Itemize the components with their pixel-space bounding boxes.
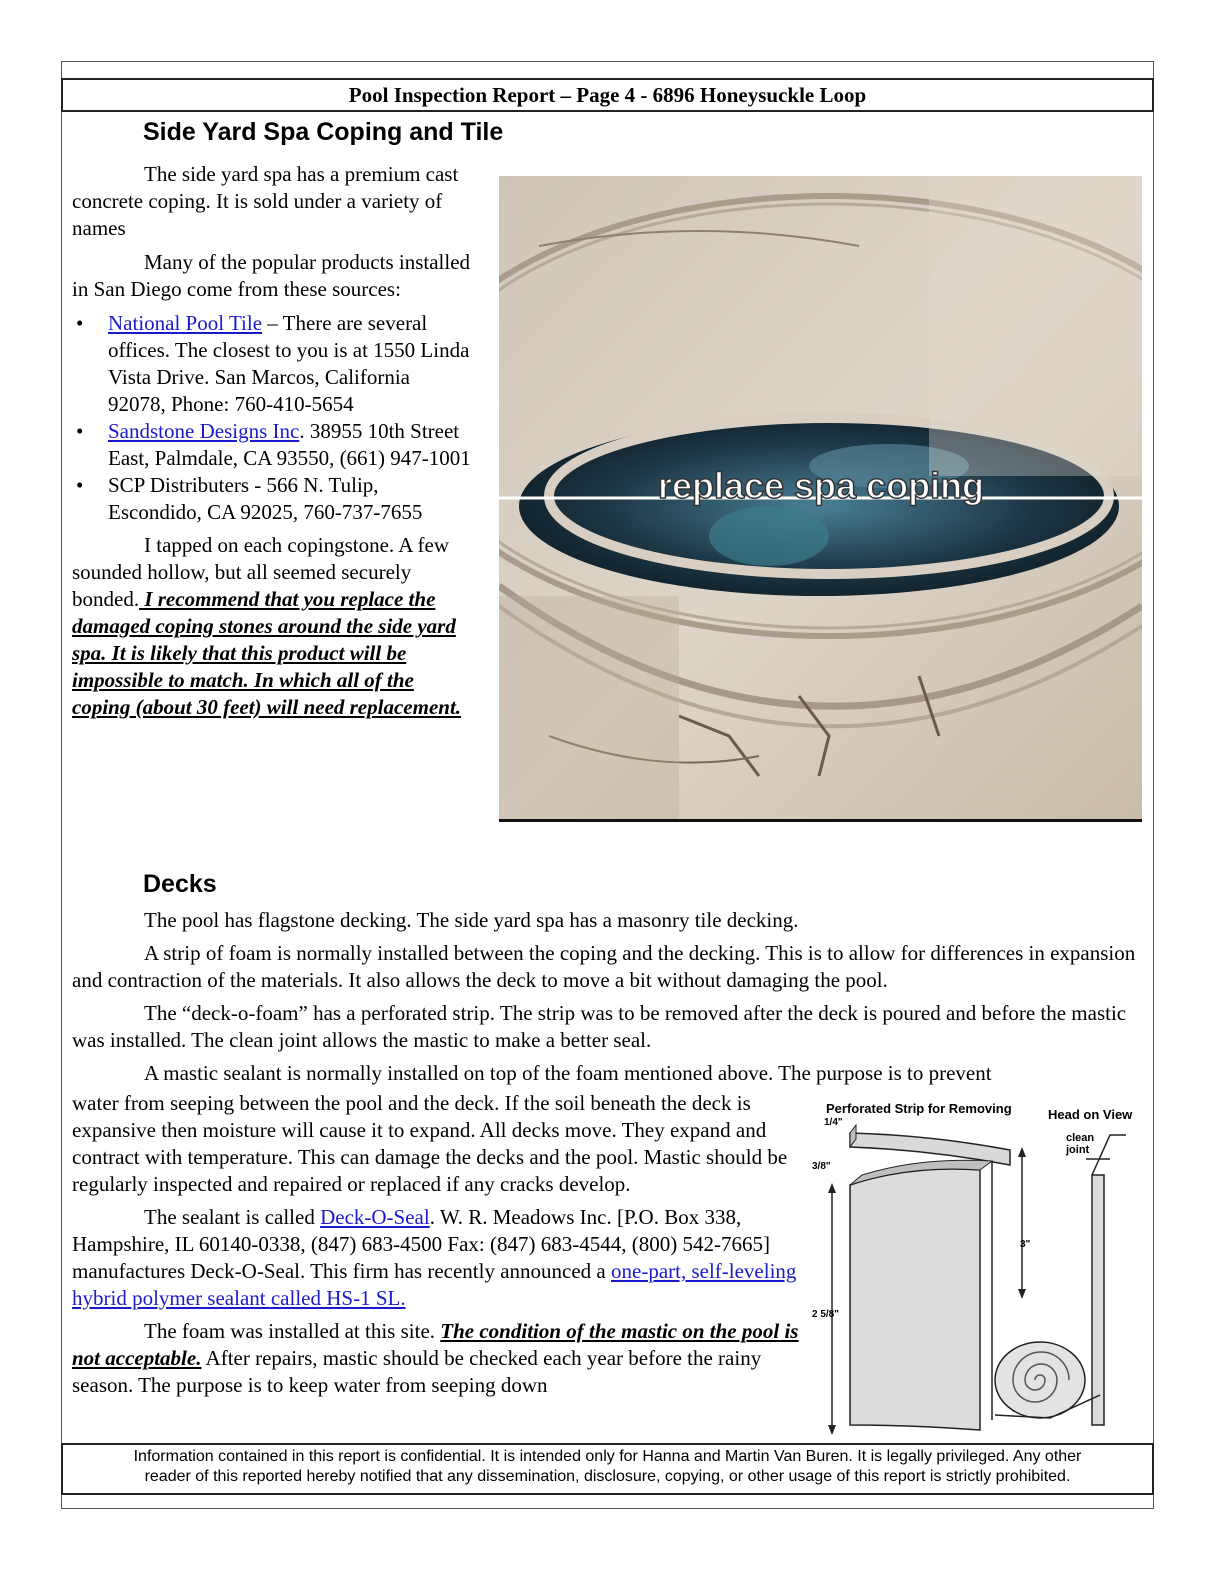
- section-heading-coping: Side Yard Spa Coping and Tile: [143, 118, 504, 146]
- clean-label: clean: [1066, 1132, 1095, 1144]
- foam-strip-diagram: [810, 1095, 1150, 1440]
- hs1-sealant-link[interactable]: one-part, self-leveling hybrid polymer sealant called HS-1 SL.: [72, 1259, 797, 1310]
- coping-p3-text: I tapped on each copingstone. A few sounded hollow, but all seemed securely bonded.: [72, 533, 449, 611]
- joint-label: joint: [1066, 1144, 1090, 1156]
- decks-paragraph-3: The “deck-o-foam” has a perforated strip. The strip was to be removed after the deck is poured and before the mastic was installed. The clean joint allows the mastic to make a better seal.: [72, 1001, 1127, 1052]
- header-title: Pool Inspection Report – Page 4 - 6896 Honeysuckle Loop: [348, 83, 867, 107]
- deck-o-seal-link[interactable]: Deck-O-Seal: [320, 1205, 430, 1229]
- coping-paragraph-3: [72, 532, 472, 721]
- bullet-icon: •: [76, 473, 84, 497]
- diagram-title-left: Perforated Strip for Removing: [826, 1101, 1012, 1116]
- section-heading-decks: Decks: [143, 870, 217, 898]
- list-item: [72, 418, 472, 472]
- decks-paragraph-4-rest: water from seeping between the pool and the deck. If the soil beneath the deck is expansive then moisture will cause it to expand. All decks move. They expand and contract with temperature. This can damage the decks and the pool. Mastic should be regularly inspected and repaired or replaced if any cracks develop.: [72, 1091, 788, 1196]
- list-item-text: – There are several offices. The closest to you is at 1550 Linda Vista Drive. San Marcos, California 92078, Phone: 760-410-5654: [108, 311, 470, 416]
- spa-coping-photo: [499, 176, 1142, 819]
- diagram-title-right: Head on View: [1048, 1107, 1133, 1122]
- coping-paragraph-1: The side yard spa has a premium cast concrete coping. It is sold under a variety of names: [72, 162, 459, 240]
- coping-paragraph-2: Many of the popular products installed in San Diego come from these sources:: [72, 250, 471, 301]
- decks-paragraph-4-line1: A mastic sealant is normally installed on top of the foam mentioned above. The purpose is to prevent: [144, 1061, 992, 1085]
- list-item: [72, 310, 472, 418]
- list-item-text: SCP Distributers - 566 N. Tulip, Escondido, CA 92025, 760-737-7655: [108, 473, 423, 524]
- bullet-icon: •: [76, 419, 84, 443]
- decks-paragraph-1: The pool has flagstone decking. The side yard spa has a masonry tile decking.: [144, 908, 799, 932]
- decks-text-top: [72, 907, 1147, 1087]
- footer-line-1: Information contained in this report is confidential. It is intended only for Hanna and Martin Van Buren. It is legally privileged. Any other: [133, 1448, 1082, 1465]
- dim-three: 3": [1020, 1239, 1031, 1250]
- decks-paragraph-6: [72, 1318, 812, 1399]
- photo-caption: replace spa coping: [657, 465, 985, 506]
- photo-divider: [499, 819, 1142, 822]
- p5-text-b: . W. R. Meadows Inc. [P.O. Box 338, Hampshire, IL 60140-0338, (847) 683-4500 Fax: (847) 683-4544, (800) 542-7665] manufactures Deck-O-Seal. This firm has recently announced a: [72, 1205, 770, 1283]
- mastic-warning: The condition of the mastic on the pool is not acceptable.: [72, 1319, 799, 1370]
- coping-recommendation: I recommend that you replace the damaged coping stones around the side yard spa. It is likely that this product will be impossible to match. In which all of the coping (about 30 feet) will need replacement.: [72, 587, 462, 719]
- dim-quarter: 1/4": [824, 1117, 843, 1128]
- bullet-icon: •: [76, 311, 84, 335]
- dim-three-eighths: 3/8": [812, 1161, 831, 1172]
- supplier-list: [72, 310, 472, 526]
- p5-text-a: The sealant is called: [144, 1205, 321, 1229]
- confidentiality-footer: [61, 1443, 1154, 1495]
- decks-paragraph-5: [72, 1204, 812, 1312]
- national-pool-tile-link[interactable]: National Pool Tile: [108, 311, 263, 335]
- list-item-text: . 38955 10th Street East, Palmdale, CA 93550, (661) 947-1001: [108, 419, 471, 470]
- p6-text: The foam was installed at this site.: [144, 1319, 441, 1343]
- coping-text-column: [72, 161, 472, 721]
- decks-paragraph-2: A strip of foam is normally installed between the coping and the decking. This is to allow for differences in expansion and contraction of the materials. It also allows the deck to move a bit without damaging the pool.: [72, 941, 1136, 992]
- sandstone-designs-link[interactable]: Sandstone Designs Inc: [108, 419, 300, 443]
- footer-line-2: reader of this reported hereby notified that any dissemination, disclosure, copying, or other usage of this report is strictly prohibited.: [144, 1468, 1071, 1485]
- list-item: [72, 472, 472, 526]
- page-header: [61, 78, 1154, 112]
- p6-text-rest: After repairs, mastic should be checked each year before the rainy season. The purpose is to keep water from seeping down: [72, 1346, 762, 1397]
- dim-two-five-eighths: 2 5/8": [812, 1309, 839, 1320]
- decks-text-bottom: [72, 1090, 812, 1399]
